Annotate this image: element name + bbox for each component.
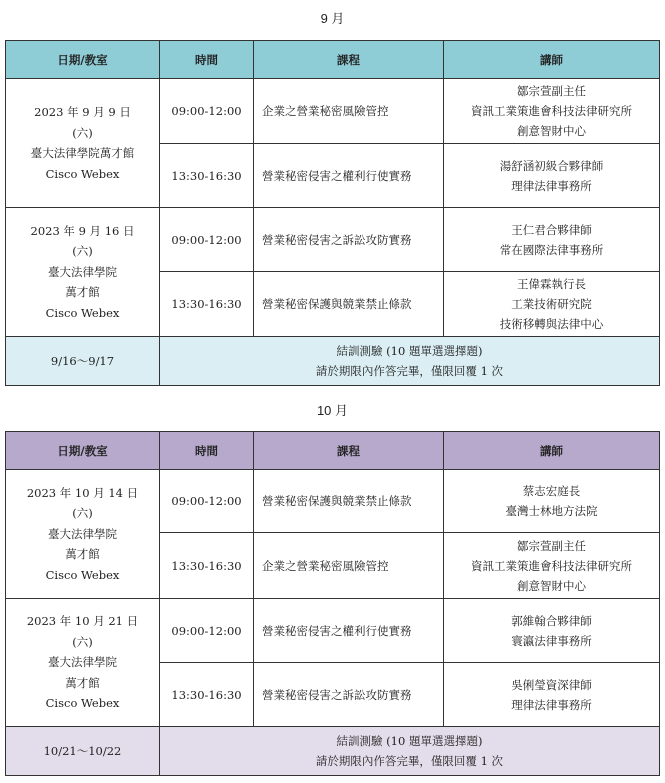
instructor-org: 工業技術研究院 (511, 297, 592, 311)
header-time: 時間 (160, 41, 254, 79)
session-date-room (6, 79, 160, 208)
session-date: 2023 年 10 月 21 日 (26, 614, 139, 629)
header-time: 時間 (160, 432, 254, 470)
instructor-title: 王仁君合夥律師 (511, 222, 592, 237)
session-weekday: (六) (72, 634, 93, 649)
session-instructor (444, 272, 660, 337)
quiz-date-range: 10/21～10/22 (6, 727, 160, 776)
header-instructor: 講師 (444, 432, 660, 470)
table-row (6, 599, 660, 663)
quiz-note: 請於期限內作答完畢，僅限回覆 1 次 (315, 754, 504, 768)
instructor-title: 湯舒涵初級合夥律師 (499, 158, 604, 173)
session-time: 13:30-16:30 (160, 533, 254, 599)
september-schedule-table (5, 40, 660, 386)
session-course: 企業之營業秘密風險管控 (254, 79, 444, 144)
session-date: 2023 年 10 月 14 日 (26, 485, 139, 500)
instructor-org: 資訊工業策進會科技法律研究所 (471, 104, 632, 118)
session-course: 營業秘密侵害之權利行使實務 (254, 144, 444, 208)
instructor-title: 吳俐瑩資深律師 (511, 677, 592, 692)
table-header-row (6, 41, 660, 79)
session-online: Cisco Webex (45, 166, 120, 181)
instructor-org: 寰瀛法律事務所 (511, 633, 592, 648)
quiz-note: 請於期限內作答完畢，僅限回覆 1 次 (315, 364, 504, 378)
session-weekday: (六) (72, 244, 93, 259)
header-date-room: 日期/教室 (6, 41, 160, 79)
session-instructor (444, 470, 660, 533)
header-course: 課程 (254, 41, 444, 79)
session-course: 營業秘密保護與競業禁止條款 (254, 272, 444, 337)
instructor-title: 蔡志宏庭長 (522, 484, 581, 498)
instructor-org: 理律法律事務所 (511, 178, 592, 193)
session-online: Cisco Webex (45, 696, 120, 711)
session-time: 09:00-12:00 (160, 208, 254, 272)
session-time: 13:30-16:30 (160, 663, 254, 727)
session-instructor (444, 663, 660, 727)
october-title: 10 月 (316, 403, 349, 418)
header-date-room: 日期/教室 (6, 432, 160, 470)
quiz-date-range: 9/16～9/17 (6, 337, 160, 386)
session-date-room (6, 208, 160, 337)
instructor-org: 常在國際法律事務所 (499, 242, 604, 257)
session-course: 營業秘密保護與競業禁止條款 (254, 470, 444, 533)
session-instructor (444, 144, 660, 208)
session-date-room (6, 599, 160, 727)
session-course: 營業秘密侵害之訴訟攻防實務 (254, 208, 444, 272)
table-row (6, 208, 660, 272)
instructor-org: 資訊工業策進會科技法律研究所 (471, 558, 632, 573)
quiz-row (6, 337, 660, 386)
instructor-title: 鄒宗萱副主任 (517, 84, 586, 98)
quiz-row (6, 727, 660, 776)
instructor-title: 郭維翰合夥律師 (511, 613, 592, 628)
quiz-title: 結訓測驗 (10 題單選選擇題) (336, 734, 483, 748)
session-time: 13:30-16:30 (160, 272, 254, 337)
session-course: 營業秘密侵害之訴訟攻防實務 (254, 663, 444, 727)
session-date: 2023 年 9 月 9 日 (34, 105, 131, 119)
session-date-room (6, 470, 160, 599)
session-time: 13:30-16:30 (160, 144, 254, 208)
quiz-title: 結訓測驗 (10 題單選選擇題) (336, 344, 483, 358)
header-course: 課程 (254, 432, 444, 470)
session-room-building: 萬才館 (65, 547, 100, 562)
quiz-description (160, 727, 660, 776)
session-course: 營業秘密侵害之權利行使實務 (254, 599, 444, 663)
instructor-unit: 技術移轉與法律中心 (499, 317, 604, 331)
instructor-unit: 創意智財中心 (517, 124, 586, 138)
session-online: Cisco Webex (45, 567, 120, 582)
session-date: 2023 年 9 月 16 日 (30, 223, 135, 238)
instructor-org: 理律法律事務所 (511, 697, 592, 712)
table-row (6, 470, 660, 533)
session-weekday: (六) (72, 125, 93, 140)
session-course: 企業之營業秘密風險管控 (254, 533, 444, 599)
session-room: 臺大法律學院 (48, 264, 117, 279)
session-weekday: (六) (72, 506, 93, 521)
session-online: Cisco Webex (45, 305, 120, 320)
table-header-row (6, 432, 660, 470)
session-room-building: 萬才館 (65, 675, 100, 690)
session-instructor (444, 79, 660, 144)
september-title: 9 月 (320, 11, 345, 26)
session-time: 09:00-12:00 (160, 79, 254, 144)
october-schedule-table (5, 431, 660, 776)
session-instructor (444, 533, 660, 599)
session-instructor (444, 208, 660, 272)
header-instructor: 講師 (444, 41, 660, 79)
session-instructor (444, 599, 660, 663)
instructor-unit: 創意智財中心 (517, 578, 586, 593)
instructor-title: 王偉霖執行長 (517, 277, 586, 291)
instructor-org: 臺灣士林地方法院 (505, 504, 598, 518)
instructor-title: 鄒宗萱副主任 (517, 538, 586, 553)
quiz-description (160, 337, 660, 386)
session-room: 臺大法律學院 (48, 526, 117, 541)
table-row (6, 79, 660, 144)
session-time: 09:00-12:00 (160, 599, 254, 663)
session-room: 臺大法律學院萬才館 (30, 146, 135, 160)
session-room: 臺大法律學院 (48, 655, 117, 670)
session-room-building: 萬才館 (65, 285, 100, 300)
session-time: 09:00-12:00 (160, 470, 254, 533)
